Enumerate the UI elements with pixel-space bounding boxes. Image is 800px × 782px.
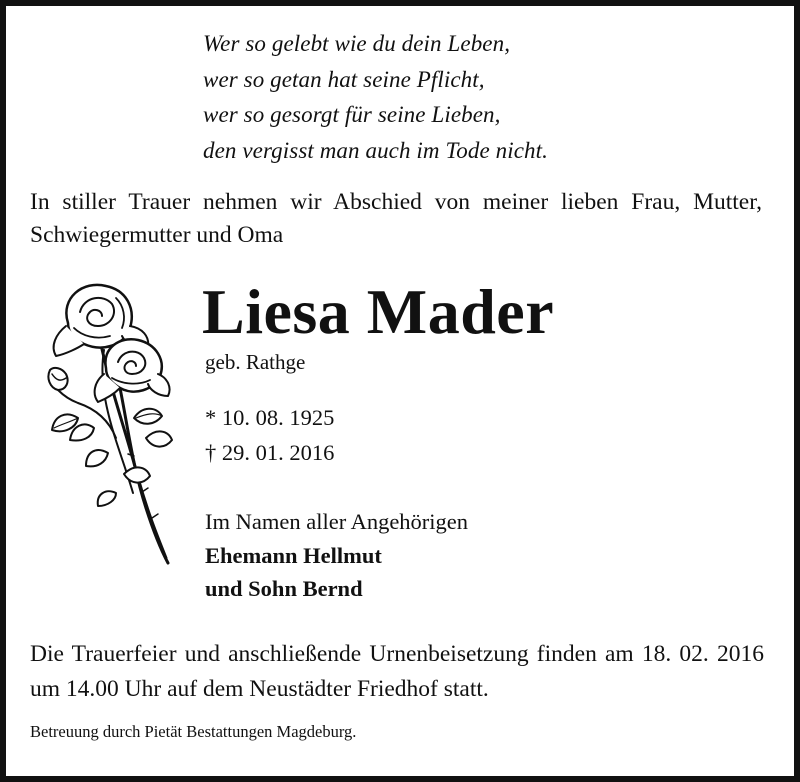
- death-date: † 29. 01. 2016: [205, 439, 335, 465]
- memorial-poem: [203, 26, 548, 168]
- poem-line: Wer so gelebt wie du dein Leben,: [203, 31, 511, 56]
- birth-date: * 10. 08. 1925: [205, 405, 335, 430]
- deceased-name: Liesa Mader: [202, 276, 555, 347]
- signers: [205, 505, 468, 606]
- poem-line: den vergisst man auch im Tode nicht.: [203, 137, 548, 163]
- ceremony-text: Die Trauerfeier und anschließende Urnenbeisetzung finden am 18. 02. 2016 um 14.00 Uhr auf dem Neustädter Friedhof statt.: [30, 641, 764, 702]
- roses-illustration-icon: [38, 278, 188, 568]
- intro-text: In stiller Trauer nehmen wir Abschied von meiner lieben Frau, Mutter, Schwiegermutter und Oma: [30, 189, 762, 248]
- birth-name: geb. Rathge: [205, 350, 306, 374]
- poem-line: wer so gesorgt für seine Lieben,: [203, 102, 501, 127]
- undertaker-note: Betreuung durch Pietät Bestattungen Magdeburg.: [30, 722, 357, 741]
- life-dates: [205, 401, 334, 470]
- poem-line: wer so getan hat seine Pflicht,: [203, 66, 485, 92]
- signer-son: und Sohn Bernd: [205, 576, 363, 601]
- signer-husband: Ehemann Hellmut: [205, 542, 382, 568]
- signers-lead: Im Namen aller Angehörigen: [205, 509, 469, 534]
